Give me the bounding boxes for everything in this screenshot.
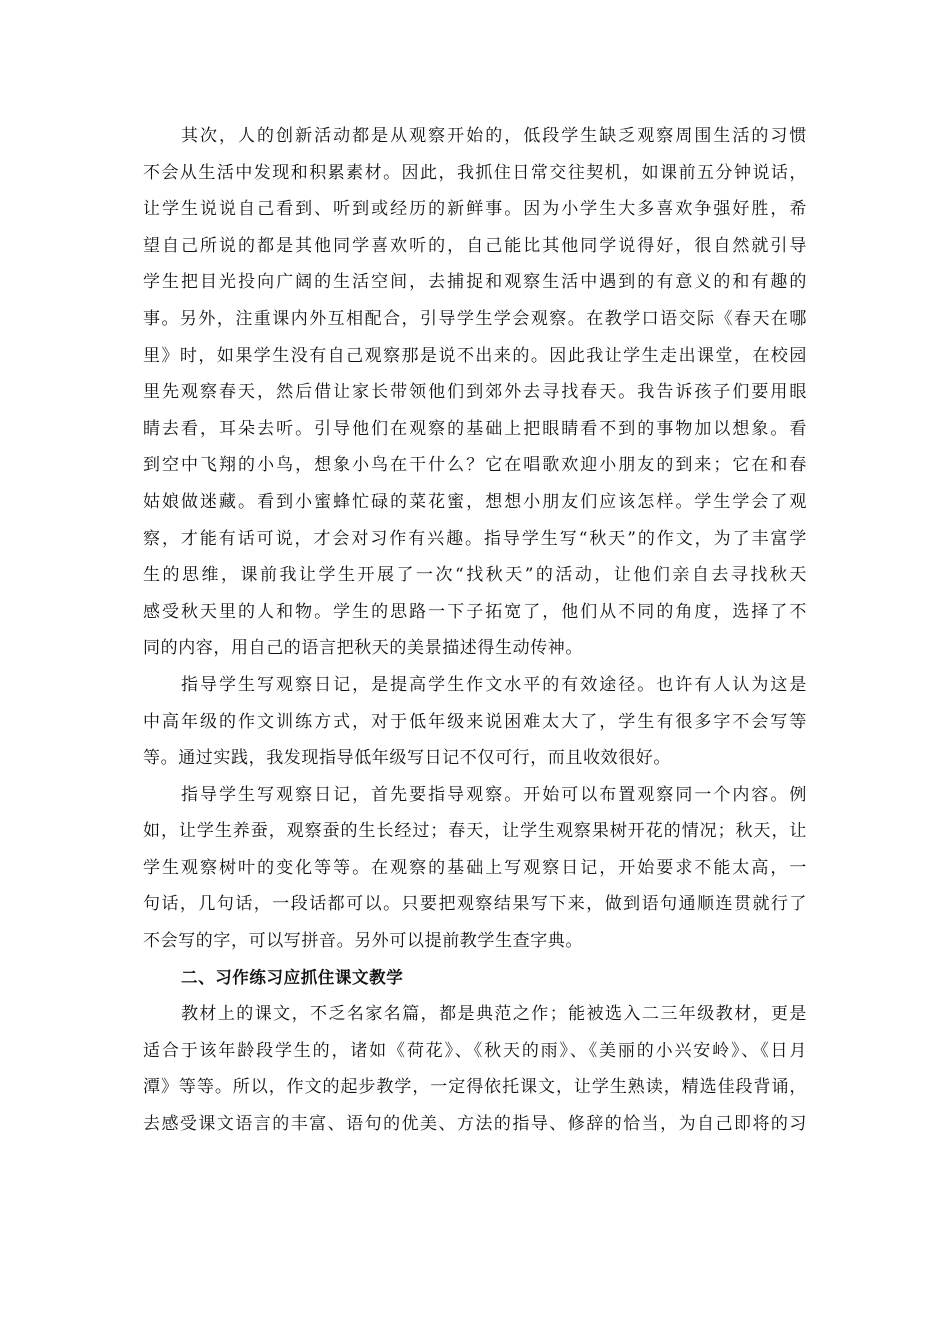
paragraph-line: 去感受课文语言的丰富、语句的优美、方法的指导、修辞的恰当，为自己即将的习 [143,1114,807,1135]
section-heading: 二、习作练习应抓住课文教学 [181,967,404,987]
paragraph-line: 感受秋天里的人和物。学生的思路一下子拓宽了，他们从不同的角度，选择了不 [143,601,807,622]
paragraph-line: 生的思维，课前我让学生开展了一次“找秋天”的活动，让他们亲自去寻找秋天 [143,565,807,586]
paragraph-line: 教材上的课文，不乏名家名篇，都是典范之作；能被选入二三年级教材，更是 [181,1004,807,1025]
paragraph-line: 察，才能有话可说，才会对习作有兴趣。指导学生写“秋天”的作文，为了丰富学 [143,528,807,549]
paragraph-line: 指导学生写观察日记，首先要指导观察。开始可以布置观察同一个内容。例 [181,784,807,805]
paragraph-line: 学生把目光投向广阔的生活空间，去捕捉和观察生活中遇到的有意义的和有趣的 [143,272,807,293]
paragraph-line: 不会从生活中发现和积累素材。因此，我抓住日常交往契机，如课前五分钟说话， [143,162,807,183]
paragraph-line: 事。另外，注重课内外互相配合，引导学生学会观察。在教学口语交际《春天在哪 [143,308,807,329]
paragraph-line: 同的内容，用自己的语言把秋天的美景描述得生动传神。 [143,638,583,659]
paragraph-line: 指导学生写观察日记，是提高学生作文水平的有效途径。也许有人认为这是 [181,674,807,695]
paragraph-line: 不会写的字，可以写拼音。另外可以提前教学生查字典。 [143,931,583,952]
paragraph-line: 中高年级的作文训练方式，对于低年级来说困难太大了，学生有很多字不会写等 [143,711,807,732]
paragraph-line: 里先观察春天，然后借让家长带领他们到郊外去寻找春天。我告诉孩子们要用眼 [143,382,807,403]
paragraph-line: 潭》等等。所以，作文的起步教学，一定得依托课文，让学生熟读，精选佳段背诵， [143,1077,807,1098]
paragraph-line: 里》时，如果学生没有自己观察那是说不出来的。因此我让学生走出课堂，在校园 [143,345,807,366]
document-body [143,118,807,1143]
paragraph-line: 到空中飞翔的小鸟，想象小鸟在干什么？它在唱歌欢迎小朋友的到来；它在和春 [143,455,807,476]
paragraph-line: 句话，几句话，一段话都可以。只要把观察结果写下来，做到语句通顺连贯就行了 [143,894,807,915]
paragraph-line: 等。通过实践，我发现指导低年级写日记不仅可行，而且收效很好。 [143,748,671,769]
paragraph-line: 睛去看，耳朵去听。引导他们在观察的基础上把眼睛看不到的事物加以想象。看 [143,418,807,439]
paragraph-line: 适合于该年龄段学生的，诸如《荷花》、《秋天的雨》、《美丽的小兴安岭》、《日月 [143,1040,807,1061]
paragraph-line: 姑娘做迷藏。看到小蜜蜂忙碌的菜花蜜，想想小朋友们应该怎样。学生学会了观 [143,491,807,512]
paragraph-line: 望自己所说的都是其他同学喜欢听的，自己能比其他同学说得好，很自然就引导 [143,235,807,256]
paragraph-line: 让学生说说自己看到、听到或经历的新鲜事。因为小学生大多喜欢争强好胜，希 [143,199,807,220]
paragraph-line: 学生观察树叶的变化等等。在观察的基础上写观察日记，开始要求不能太高，一 [143,857,807,878]
paragraph-line: 其次，人的创新活动都是从观察开始的，低段学生缺乏观察周围生活的习惯 [181,126,807,146]
paragraph-line: 如，让学生养蚕，观察蚕的生长经过；春天，让学生观察果树开花的情况；秋天，让 [143,821,807,842]
